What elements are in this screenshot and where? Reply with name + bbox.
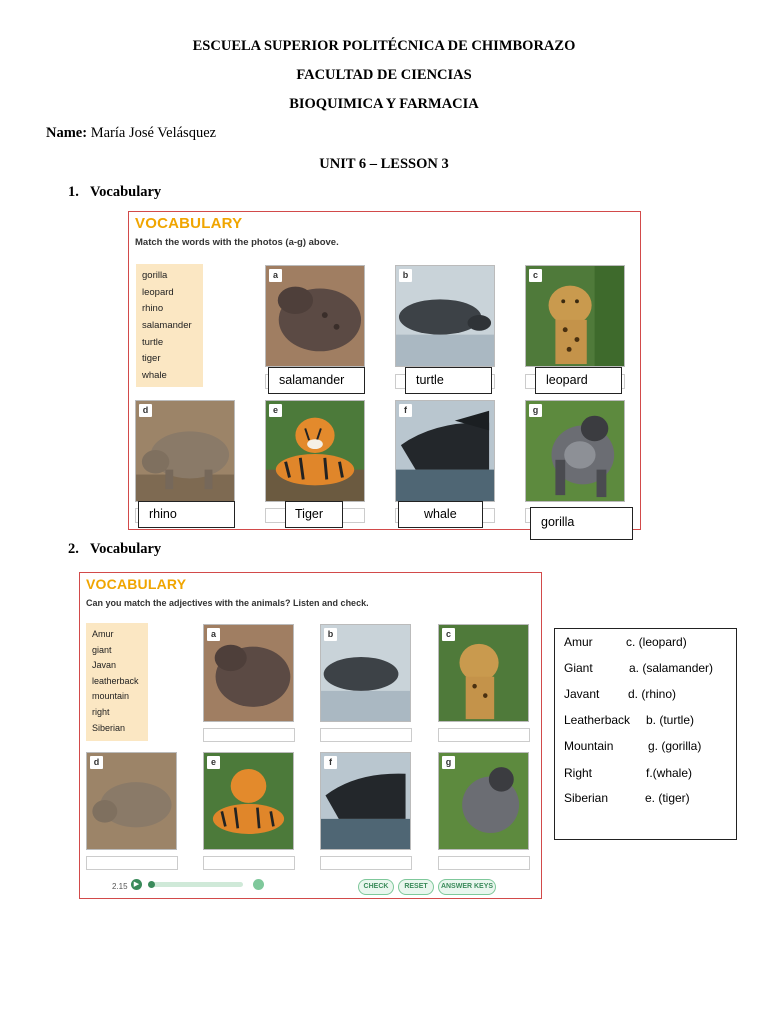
- match: d. (rhino): [628, 687, 677, 701]
- photo-letter: a: [207, 628, 220, 641]
- adjective: Javant: [564, 687, 600, 701]
- photo-letter: c: [442, 628, 455, 641]
- progress-track[interactable]: [148, 882, 243, 887]
- progress-handle[interactable]: [148, 881, 155, 888]
- adjective: Giant: [564, 661, 593, 675]
- word-item: salamander: [142, 320, 192, 332]
- photo-salamander: [265, 265, 365, 367]
- answer-input[interactable]: [438, 856, 530, 870]
- photo-letter: g: [529, 404, 542, 417]
- photo-letter: c: [529, 269, 542, 282]
- photo-rhino: [135, 400, 235, 502]
- photo-letter: d: [90, 756, 103, 769]
- check-button[interactable]: CHECK: [358, 879, 394, 895]
- photo-letter: b: [324, 628, 337, 641]
- photo2-tiger: [203, 752, 294, 850]
- word-item: mountain: [92, 691, 130, 702]
- answer-gorilla[interactable]: gorilla: [530, 507, 633, 540]
- photo2-turtle: [320, 624, 411, 722]
- word-item: tiger: [142, 353, 161, 365]
- student-name-line: [46, 125, 216, 142]
- answers-box: [554, 628, 737, 840]
- photo-letter: a: [269, 269, 282, 282]
- match: g. (gorilla): [648, 739, 702, 753]
- answer-whale[interactable]: whale: [398, 501, 483, 528]
- section1-number: 1.: [68, 184, 79, 200]
- word-item: Amur: [92, 629, 114, 639]
- answer-input[interactable]: [320, 728, 412, 742]
- match: e. (tiger): [645, 791, 690, 805]
- answer-input[interactable]: [86, 856, 178, 870]
- photo-whale: [395, 400, 495, 502]
- match: f.(whale): [646, 766, 693, 780]
- photo-letter: f: [324, 756, 337, 769]
- answer-tiger[interactable]: Tiger: [285, 501, 343, 528]
- photo2-leopard: [438, 624, 529, 722]
- section1-heading: [68, 184, 161, 201]
- photo-letter: d: [139, 404, 152, 417]
- adjective: Mountain: [564, 739, 614, 753]
- word-item: giant: [92, 644, 112, 655]
- section2-number: 2.: [68, 541, 79, 557]
- match: a. (salamander): [629, 661, 714, 675]
- word-item: Siberian: [92, 722, 126, 733]
- adjective: Leatherback: [564, 713, 631, 727]
- photo2-rhino: [86, 752, 177, 850]
- photo2-whale: [320, 752, 411, 850]
- career-name: BIOQUIMICA Y FARMACIA: [289, 96, 479, 112]
- word-item: turtle: [142, 336, 164, 348]
- word-item: Javan: [92, 660, 117, 671]
- answer-rhino[interactable]: rhino: [138, 501, 235, 528]
- panel2-heading: VOCABULARY: [86, 576, 187, 592]
- answer-input[interactable]: [203, 728, 295, 742]
- answer-leopard[interactable]: leopard: [535, 367, 622, 394]
- answer-keys-button[interactable]: ANSWER KEYS: [438, 879, 496, 895]
- answer-turtle[interactable]: turtle: [405, 367, 492, 394]
- answer-input[interactable]: [438, 728, 530, 742]
- name-label: Name:: [46, 125, 88, 141]
- photo-letter: b: [399, 269, 412, 282]
- track-time: 2.15: [112, 882, 128, 891]
- answer-salamander[interactable]: salamander: [268, 367, 365, 394]
- photo2-salamander: [203, 624, 294, 722]
- word-item: leatherback: [92, 675, 139, 686]
- adjective: Siberian: [564, 791, 609, 805]
- panel1-instruction: Match the words with the photos (a-g) above.: [135, 237, 339, 248]
- photo-letter: e: [207, 756, 220, 769]
- unit-title: UNIT 6 – LESSON 3: [319, 156, 449, 172]
- answer-input[interactable]: [320, 856, 412, 870]
- photo2-gorilla: [438, 752, 529, 850]
- adjective: Right: [564, 766, 593, 780]
- photo-leopard: [525, 265, 625, 367]
- student-name: María José Velásquez: [90, 125, 217, 141]
- photo-letter: e: [269, 404, 282, 417]
- play-icon[interactable]: ▶: [131, 879, 142, 890]
- photo-turtle: [395, 265, 495, 367]
- volume-icon[interactable]: [253, 879, 264, 890]
- school-name: ESCUELA SUPERIOR POLITÉCNICA DE CHIMBORAZO: [192, 38, 576, 54]
- word-item: right: [92, 706, 110, 717]
- word-item: rhino: [142, 303, 164, 315]
- word-item: leopard: [142, 286, 174, 298]
- section2-title: Vocabulary: [90, 541, 162, 557]
- faculty-name: FACULTAD DE CIENCIAS: [296, 67, 472, 83]
- reset-button[interactable]: RESET: [398, 879, 434, 895]
- word-item: gorilla: [142, 270, 168, 281]
- photo-gorilla: [525, 400, 625, 502]
- panel1-heading: VOCABULARY: [135, 215, 243, 232]
- panel2-instruction: Can you match the adjectives with the animals? Listen and check.: [86, 598, 369, 608]
- answer-input[interactable]: [203, 856, 295, 870]
- match: b. (turtle): [646, 713, 695, 727]
- photo-tiger: [265, 400, 365, 502]
- photo-letter: g: [442, 756, 455, 769]
- adjective: Amur: [564, 635, 593, 649]
- photo-letter: f: [399, 404, 412, 417]
- panel2-word-list: [86, 623, 148, 741]
- section2-heading: [68, 541, 161, 558]
- word-item: whale: [142, 370, 167, 382]
- panel1-word-list: [136, 264, 203, 387]
- section1-title: Vocabulary: [90, 184, 162, 200]
- match: c. (leopard): [626, 635, 687, 649]
